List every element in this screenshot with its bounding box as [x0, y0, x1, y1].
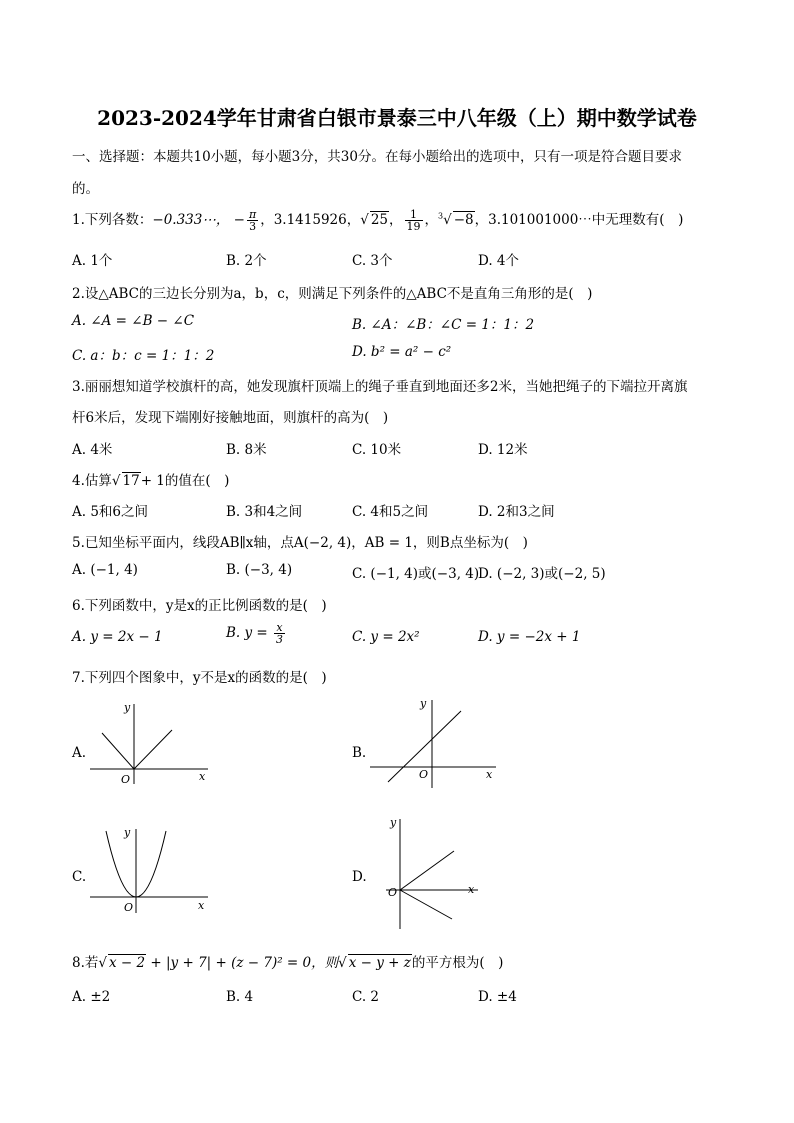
graph-d-origin: O — [388, 886, 398, 899]
question-2-option-a[interactable]: A. ∠A = ∠B − ∠C — [72, 313, 195, 329]
graph-b — [366, 696, 496, 791]
graph-d-y-label: y — [390, 816, 397, 829]
question-6-option-d[interactable]: D. y = −2x + 1 — [478, 629, 581, 645]
question-7-option-b-label[interactable]: B. — [352, 745, 367, 761]
question-2-stem: 2.设△ABC的三边长分别为a，b，c，则满足下列条件的△ABC不是直角三角形的是( ) — [72, 286, 593, 302]
question-5-option-a[interactable]: A. (−1, 4) — [72, 562, 138, 578]
question-3-option-c[interactable]: C. 10米 — [352, 442, 402, 458]
question-3-option-b[interactable]: B. 8米 — [226, 442, 267, 458]
question-6-stem: 6.下列函数中，y是x的正比例函数的是( ) — [72, 598, 327, 614]
question-4-option-a[interactable]: A. 5和6之间 — [72, 504, 149, 520]
graph-b-origin: O — [419, 768, 429, 781]
question-3-option-d[interactable]: D. 12米 — [478, 442, 528, 458]
graph-b-y-label: y — [420, 697, 427, 710]
question-1-stem: 1.下列各数：−0.333⋯， − $\frac{\pi}{3}$ ，3.1415926，√ 25， $\frac{1}{19}$ ，$^3$√ −8，3.101001000⋯中无理数有( ) — [72, 208, 684, 233]
question-4-option-d[interactable]: D. 2和3之间 — [478, 504, 555, 520]
question-5-option-b[interactable]: B. (−3, 4) — [226, 562, 293, 578]
question-7-option-d-label[interactable]: D. — [352, 869, 367, 885]
question-3-stem: 3.丽丽想知道学校旗杆的高，她发现旗杆顶端上的绳子垂直到地面还多2米，当她把绳子的下端拉开离旗 — [72, 379, 688, 395]
question-6-option-c[interactable]: C. y = 2x² — [352, 629, 420, 645]
question-7-option-c-label[interactable]: C. — [72, 869, 87, 885]
section-intro-cont: 的。 — [72, 181, 99, 197]
graph-a-y-label: y — [124, 701, 131, 714]
question-1-option-a[interactable]: A. 1个 — [72, 253, 113, 269]
graph-c-x-label: x — [198, 899, 205, 912]
graph-d-x-label: x — [468, 883, 475, 896]
question-4-stem: 4.估算√ 17+ 1的值在( ) — [72, 473, 230, 489]
question-5-option-d[interactable]: D. (−2, 3)或(−2, 5) — [478, 566, 606, 582]
question-2-option-b[interactable]: B. ∠A：∠B：∠C = 1：1：2 — [352, 317, 535, 333]
graph-c — [86, 823, 216, 915]
question-1-option-d[interactable]: D. 4个 — [478, 253, 520, 269]
question-5-option-c[interactable]: C. (−1, 4)或(−3, 4) — [352, 566, 480, 582]
question-8-option-c[interactable]: C. 2 — [352, 989, 380, 1005]
question-7-option-a-label[interactable]: A. — [72, 745, 87, 761]
graph-d — [366, 813, 486, 933]
question-4-option-c[interactable]: C. 4和5之间 — [352, 504, 429, 520]
question-1-option-c[interactable]: C. 3个 — [352, 253, 393, 269]
question-2-option-d[interactable]: D. b² = a² − c² — [352, 344, 452, 360]
graph-a — [86, 698, 216, 788]
question-6-option-b[interactable]: B. y = $\frac{x}{3}$ — [226, 621, 284, 646]
question-7-stem: 7.下列四个图象中，y不是x的函数的是( ) — [72, 670, 327, 686]
graph-a-x-label: x — [199, 770, 206, 783]
question-8-option-d[interactable]: D. ±4 — [478, 989, 517, 1005]
question-1-option-b[interactable]: B. 2个 — [226, 253, 267, 269]
question-3-stem-cont: 杆6米后，发现下端刚好接触地面，则旗杆的高为( ) — [72, 410, 389, 426]
graph-a-origin: O — [121, 773, 131, 786]
question-8-option-a[interactable]: A. ±2 — [72, 989, 111, 1005]
graph-c-origin: O — [124, 901, 134, 914]
question-4-option-b[interactable]: B. 3和4之间 — [226, 504, 303, 520]
question-6-option-a[interactable]: A. y = 2x − 1 — [72, 629, 163, 645]
page-title: 2023-2024学年甘肃省白银市景泰三中八年级（上）期中数学试卷 — [97, 106, 697, 130]
question-5-stem: 5.已知坐标平面内，线段AB∥x轴，点A(−2, 4)，AB = 1，则B点坐标为( ) — [72, 535, 528, 551]
section-intro: 一、选择题：本题共10小题，每小题3分，共30分。在每小题给出的选项中，只有一项是符合题目要求 — [72, 149, 682, 165]
question-3-option-a[interactable]: A. 4米 — [72, 442, 113, 458]
question-8-option-b[interactable]: B. 4 — [226, 989, 254, 1005]
question-8-stem: 8.若√ x − 2 + |y + 7| + (z − 7)² = 0，则√ x − y + z的平方根为( ) — [72, 955, 504, 971]
question-2-option-c[interactable]: C. a：b：c = 1：1：2 — [72, 348, 215, 364]
graph-c-y-label: y — [124, 826, 131, 839]
graph-b-x-label: x — [486, 768, 493, 781]
